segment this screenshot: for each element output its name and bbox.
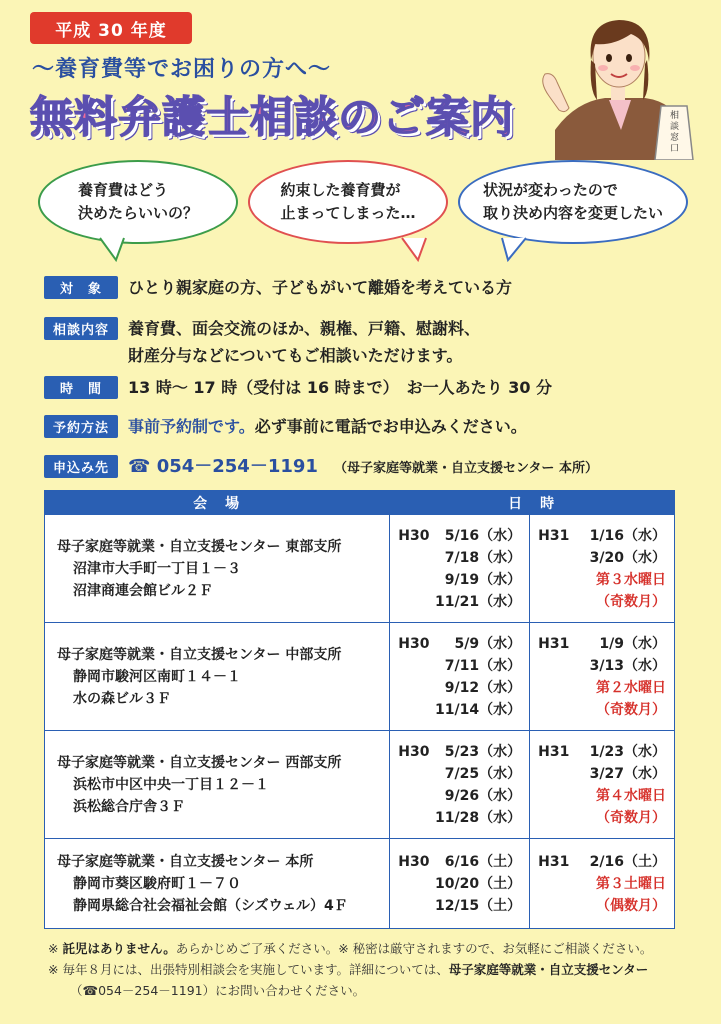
date-line — [398, 785, 521, 807]
notes — [48, 938, 708, 1001]
date-value: 9/12（水） — [444, 679, 522, 696]
speech-bubble-change: 状況が変わったので 取り決め内容を変更したい — [458, 160, 688, 244]
speech-bubble-decide: 養育費はどう 決めたらいいの？ — [38, 160, 238, 244]
venue-cell — [45, 623, 390, 731]
info-apply — [44, 455, 598, 482]
schedule-rule-note: 第２水曜日 — [596, 679, 666, 696]
date-value: 10/20（土） — [435, 875, 522, 892]
era-label: H31 — [538, 635, 570, 652]
date-line — [398, 851, 521, 873]
woman-at-counter-illustration — [535, 10, 705, 160]
info-target — [44, 276, 512, 301]
table-row — [45, 515, 675, 623]
date-value: 11/14（水） — [435, 701, 522, 718]
dates-cell — [390, 515, 530, 623]
date-value: 7/11（水） — [444, 657, 522, 674]
dates-cell — [390, 839, 530, 929]
dates-cell — [530, 839, 675, 929]
dates-cell — [530, 515, 675, 623]
date-value: 7/18（水） — [444, 549, 522, 566]
phone-note: （母子家庭等就業・自立支援センター 本所） — [333, 461, 598, 476]
date-line — [398, 895, 521, 917]
bubble-tail-red — [400, 236, 430, 262]
date-line — [398, 591, 521, 613]
note-1: ※ 託児はありません。あらかじめご了承ください。※ 秘密は厳守されますので、お気軽にご相談ください。 — [48, 941, 653, 956]
date-line — [538, 851, 666, 873]
date-value: 9/19（水） — [444, 571, 522, 588]
date-value: 7/25（水） — [444, 765, 522, 782]
schedule-rule-note: （偶数月） — [596, 897, 666, 914]
date-line — [538, 547, 666, 569]
note-2: ※ 毎年８月には、出張特別相談会を実施しています。詳細については、母子家庭等就業・自立支援センター — [48, 962, 649, 977]
dates-cell — [530, 623, 675, 731]
info-content — [44, 317, 480, 369]
subtitle: ～養育費等でお困りの方へ～ — [32, 57, 332, 82]
info-reserve-emph: 事前予約制です。 — [128, 417, 255, 436]
date-line — [398, 655, 521, 677]
date-line — [398, 569, 521, 591]
date-value: 1/23（水） — [589, 743, 666, 760]
venue-name: 母子家庭等就業・自立支援センター 西部支所 — [57, 754, 342, 771]
date-line — [398, 525, 521, 547]
info-reserve-text: 必ず事前に電話でお申込みください。 — [254, 417, 527, 436]
venue-address: 静岡市葵区駿府町１－７０ — [73, 875, 241, 892]
date-value: 9/26（水） — [444, 787, 522, 804]
header-dates: 日 時 — [390, 491, 675, 515]
date-line — [538, 655, 666, 677]
dates-cell — [390, 623, 530, 731]
info-text-content-1: 養育費、面会交流のほか、親権、戸籍、慰謝料、 — [128, 319, 481, 338]
venue-address: 浜松総合庁舎３Ｆ — [73, 798, 185, 815]
schedule-rule-note: 第３土曜日 — [596, 875, 666, 892]
venue-address: 沼津商連会館ビル２Ｆ — [73, 582, 213, 599]
date-value: 6/16（土） — [444, 853, 522, 870]
info-label-target: 対 象 — [44, 276, 118, 299]
info-text-target: ひとり親家庭の方、子どもがいて離婚を考えている方 — [128, 278, 513, 297]
date-line — [538, 525, 666, 547]
era-label: H31 — [538, 853, 570, 870]
venue-cell — [45, 731, 390, 839]
bubble-tail-green — [98, 236, 128, 262]
date-value: 3/13（水） — [589, 657, 666, 674]
venue-address: 浜松市中区中央一丁目１２－１ — [73, 776, 269, 793]
date-line — [398, 633, 521, 655]
schedule-rule-note: 第３水曜日 — [596, 571, 666, 588]
venue-address: 静岡県総合社会福祉会館（シズウェル）4Ｆ — [73, 897, 348, 914]
date-line — [398, 677, 521, 699]
bubble-tail-blue — [500, 236, 530, 262]
table-row — [45, 731, 675, 839]
date-value: 2/16（土） — [589, 853, 666, 870]
note-3: （☎054－254－1191）にお問い合わせください。 — [70, 983, 366, 998]
schedule-rule-note: （奇数月） — [596, 701, 666, 718]
info-reserve — [44, 415, 527, 440]
date-value: 1/9（水） — [599, 635, 666, 652]
venue-address: 静岡市駿河区南町１４－１ — [73, 668, 241, 685]
era-label: H30 — [398, 635, 430, 652]
year-badge: 平成 30 年度 — [30, 12, 192, 44]
venue-name: 母子家庭等就業・自立支援センター 本所 — [57, 853, 314, 870]
date-value: 11/21（水） — [435, 593, 522, 610]
date-value: 3/27（水） — [589, 765, 666, 782]
era-label: H30 — [398, 853, 430, 870]
counter-sign-text: 相談窓口 — [670, 111, 680, 154]
date-line — [538, 633, 666, 655]
date-value: 5/16（水） — [444, 527, 522, 544]
dates-cell — [390, 731, 530, 839]
date-line — [398, 873, 521, 895]
era-label: H30 — [398, 527, 430, 544]
dates-cell — [530, 731, 675, 839]
date-line — [398, 547, 521, 569]
venue-address: 水の森ビル３Ｆ — [73, 690, 171, 707]
date-line — [398, 699, 521, 721]
info-label-apply: 申込み先 — [44, 455, 118, 478]
venue-cell — [45, 839, 390, 929]
schedule-rule-note: （奇数月） — [596, 809, 666, 826]
page-title: 無料弁護士相談のご案内 — [30, 93, 514, 143]
era-label: H30 — [398, 743, 430, 760]
table-row — [45, 839, 675, 929]
info-text-content-2: 財産分与などについてもご相談いただけます。 — [128, 346, 463, 365]
date-value: 5/23（水） — [444, 743, 522, 760]
date-value: 3/20（水） — [589, 549, 666, 566]
info-time — [44, 376, 552, 401]
date-value: 5/9（水） — [454, 635, 522, 652]
schedule-table — [44, 490, 675, 929]
speech-bubble-stopped: 約束した養育費が 止まってしまった… — [248, 160, 448, 244]
schedule-rule-note: 第４水曜日 — [596, 787, 666, 804]
date-value: 12/15（土） — [435, 897, 522, 914]
venue-name: 母子家庭等就業・自立支援センター 中部支所 — [57, 646, 342, 663]
info-label-content: 相談内容 — [44, 317, 118, 340]
date-line — [398, 741, 521, 763]
date-value: 11/28（水） — [435, 809, 522, 826]
info-text-time: 13 時～ 17 時（受付は 16 時まで） お一人あたり 30 分 — [128, 378, 553, 397]
date-line — [398, 807, 521, 829]
venue-name: 母子家庭等就業・自立支援センター 東部支所 — [57, 538, 342, 555]
venue-address: 沼津市大手町一丁目１－３ — [73, 560, 241, 577]
date-line — [538, 741, 666, 763]
phone-number: ☎ 054－254－1191 — [128, 456, 318, 477]
info-label-time: 時 間 — [44, 376, 118, 399]
venue-cell — [45, 515, 390, 623]
schedule-rule-note: （奇数月） — [596, 593, 666, 610]
era-label: H31 — [538, 527, 570, 544]
date-value: 1/16（水） — [589, 527, 666, 544]
table-row — [45, 623, 675, 731]
date-line — [538, 763, 666, 785]
date-line — [398, 763, 521, 785]
era-label: H31 — [538, 743, 570, 760]
info-label-reserve: 予約方法 — [44, 415, 118, 438]
header-venue: 会 場 — [45, 491, 390, 515]
